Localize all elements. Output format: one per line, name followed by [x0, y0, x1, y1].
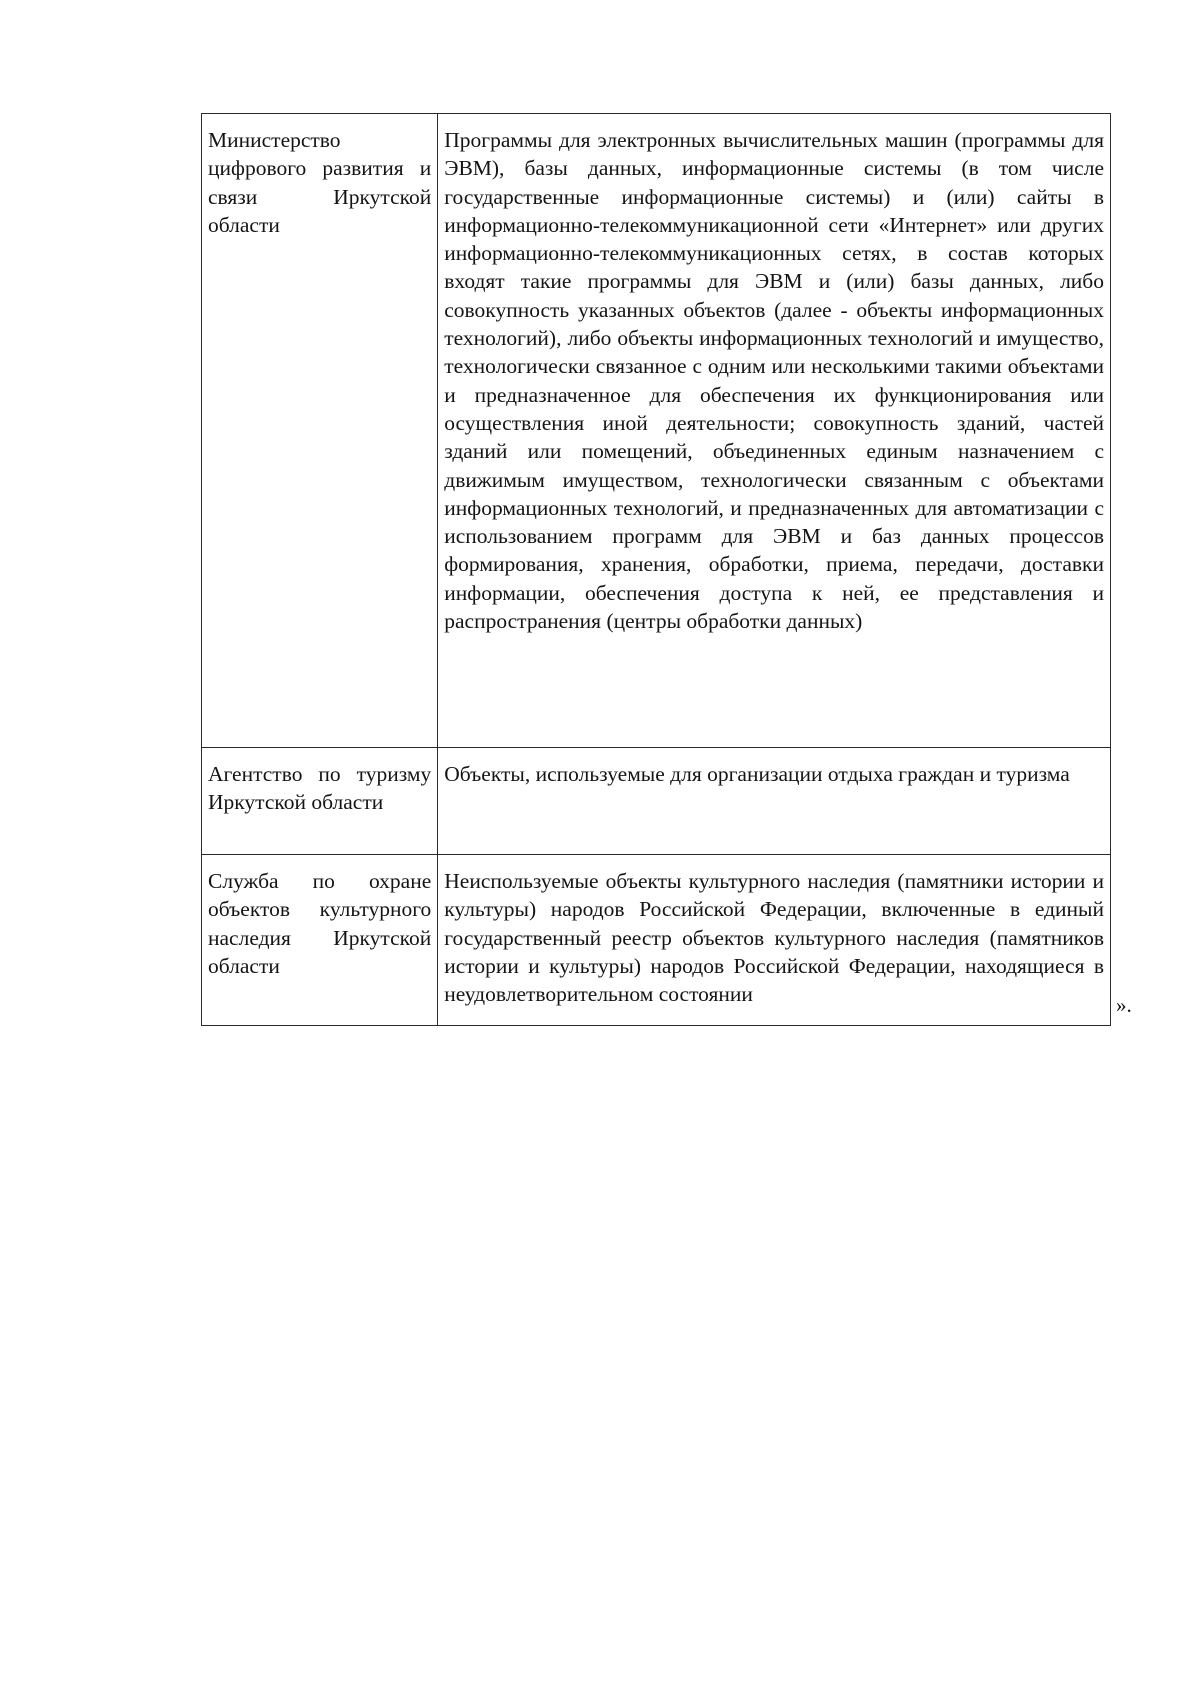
agency-objects-table [201, 113, 1111, 1026]
objects-cell: Неиспользуемые объекты культурного наследия (памятники истории и культуры) народов Российской Федерации, включенные в единый государственный реестр объектов культурного наследия (памятников истории и культуры) народов Российской Федерации, находящиеся в неудовлетворительном состоянии [438, 855, 1111, 1026]
closing-quote-mark: ». [1116, 993, 1132, 1017]
agency-cell: Министерство цифрового развития и связи Иркутской области [202, 114, 438, 748]
objects-cell: Объекты, используемые для организации отдыха граждан и туризма [438, 748, 1111, 855]
table-row [202, 114, 1111, 748]
table-row [202, 748, 1111, 855]
table-row [202, 855, 1111, 1026]
agency-cell: Агентство по туризму Иркутской области [202, 748, 438, 855]
objects-cell: Программы для электронных вычислительных машин (программы для ЭВМ), базы данных, информационные системы (в том числе государственные информационные системы) и (или) сайты в информационно-телекоммуникационной сети «Интернет» или других информационно-телекоммуникационных сетях, в состав которых входят такие программы для ЭВМ и (или) базы данных, либо совокупность указанных объектов (далее - объекты информационных технологий), либо объекты информационных технологий и имущество, технологически связанное с одним или несколькими такими объектами и предназначенное для обеспечения их функционирования или осуществления иной деятельности; совокупность зданий, частей зданий или помещений, объединенных единым назначением с движимым имуществом, технологически связанным с объектами информационных технологий, и предназначенных для автоматизации с использованием программ для ЭВМ и баз данных процессов формирования, хранения, обработки, приема, передачи, доставки информации, обеспечения доступа к ней, ее представления и распространения (центры обработки данных) [438, 114, 1111, 748]
agency-cell: Служба по охране объектов культурного наследия Иркутской области [202, 855, 438, 1026]
